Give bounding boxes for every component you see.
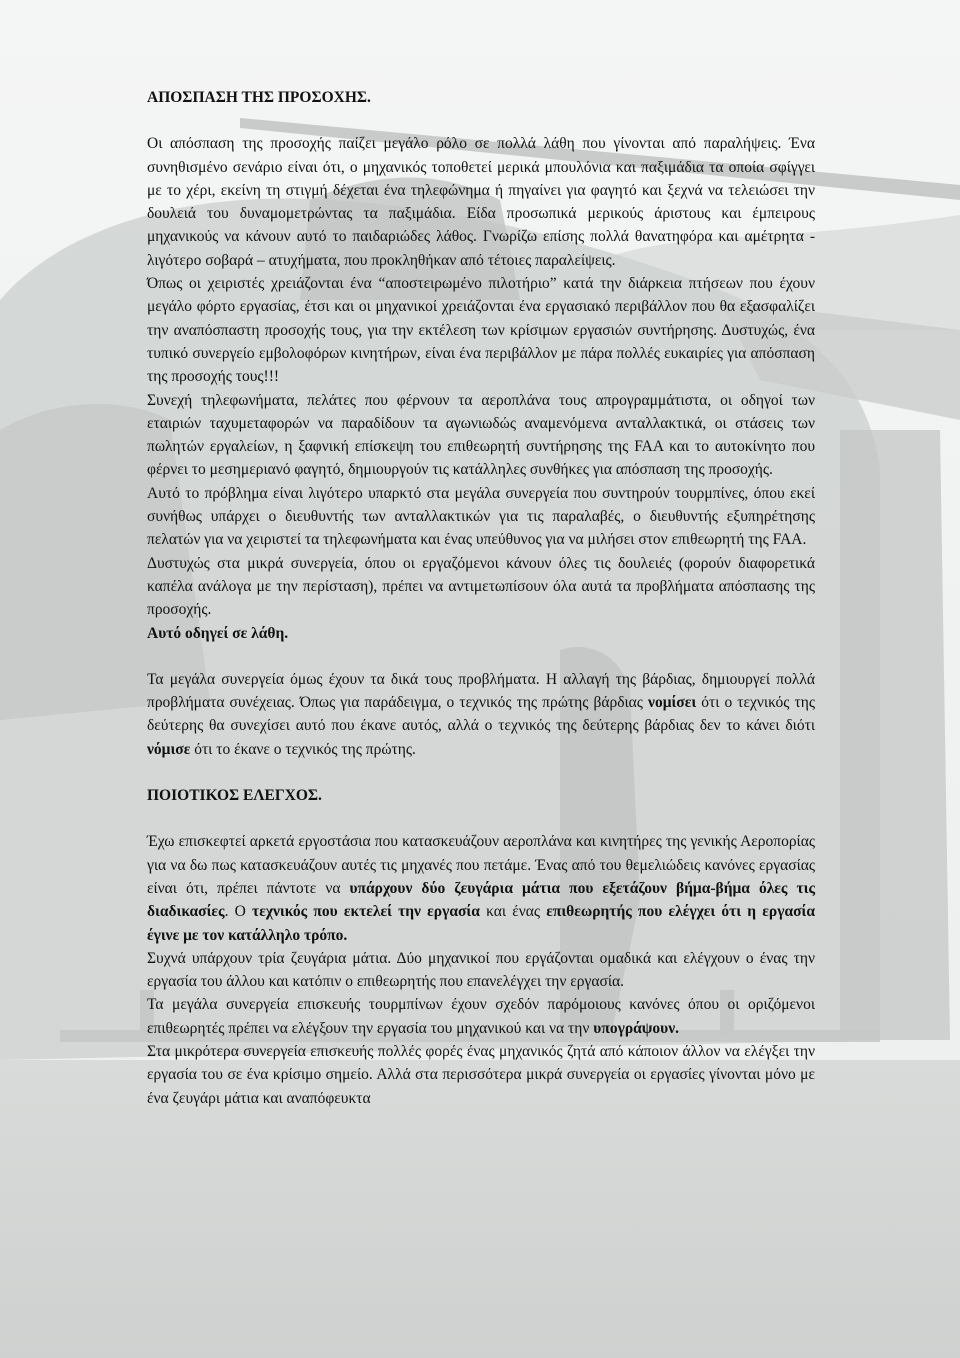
paragraph-distraction-4: Αυτό το πρόβλημα είναι λιγότερο υπαρκτό στα μεγάλα συνεργεία που συντηρούν τουρμπίνες, όπου εκεί συνήθως υπάρχει ο διευθυντής των ανταλλακτικών για τις παραλαβές, ο διευθυντής εξυπηρέτησης πελατών για να χειριστεί τα τηλεφωνήματα και ένας υπεύθυνος για να μιλήσει στον επιθεωρητή της FAA. (147, 484, 815, 549)
quality3-text-a: Τα μεγάλα συνεργεία επισκευής τουρμπίνων έχουν σχεδόν παρόμοιους κανόνες όπου οι οριζόμενοι επιθεωρητές πρέπει να ελέγξουν την εργασία του μηχανικού και να την (147, 996, 815, 1037)
paragraph-distraction-6 (147, 622, 815, 645)
section-title-distraction: ΑΠΟΣΠΑΣΗ ΤΗΣ ΠΡΟΣΟΧΗΣ. (147, 89, 371, 106)
quality-text-f: επιθεωρητής που ελέγχει ότι η εργασία έγινε με τον κατάλληλο τρόπο. (147, 903, 815, 944)
shift-text-b: νομίσει (648, 694, 697, 712)
paragraph-quality-4: Στα μικρότερα συνεργεία επισκευής πολλές φορές ένας μηχανικός ζητά από κάποιον άλλον να ελέγξει την εργασία του σε ένα κρίσιμο σημείο. Αλλά στα περισσότερα μικρά συνεργεία οι εργασίες γίνονται μόνο με ένα ζευγάρι μάτια και αναπόφευκτα (147, 1042, 815, 1107)
paragraph-distraction-7 (147, 668, 815, 761)
shift-text-d: νόμισε (147, 740, 191, 758)
paragraph-distraction-2: Όπως οι χειριστές χρειάζονται ένα “αποστειρωμένο πιλοτήριο” κατά την διάρκεια πτήσεων που έχουν μεγάλο φόρτο εργασίας, έτσι και οι μηχανικοί χρειάζονται ένα εργασιακό περιβάλλον που θα εξασφαλίζει την αναπόσπαστη προσοχής τους, για την εκτέλεση των κρίσιμων εργασιών συντήρησης. Δυστυχώς, ένα τυπικό συνεργείο εμβολοφόρων κινητήρων, είναι ένα περιβάλλον με πάρα πολλές ευκαιρίες για απόσπαση της προσοχής τους!!! (147, 275, 815, 386)
paragraph-quality-2: Συχνά υπάρχουν τρία ζευγάρια μάτια. Δύο μηχανικοί που εργάζονται ομαδικά και ελέγχουν ο ένας την εργασία του άλλου και κατόπιν ο επιθεωρητής που επανελέγχει την εργασία. (147, 949, 815, 991)
quality-text-c: . Ο (224, 903, 253, 921)
shift-text-c: ότι ο τεχνικός της δεύτερης θα συνεχίσει αυτό που έκανε αυτός, αλλά ο τεχνικός της δεύτερης βάρδιας δεν το κάνει διότι (147, 694, 815, 735)
quality3-text-b: υπογράψουν. (593, 1019, 680, 1037)
leads-to-errors-text: Αυτό οδηγεί σε λάθη. (147, 624, 289, 642)
paragraph-distraction-1: Οι απόσπαση της προσοχής παίζει μεγάλο ρόλο σε πολλά λάθη που γίνονται από παραλήψεις. Ένα συνηθισμένο σενάριο είναι ότι, ο μηχανικός τοποθετεί μερικά μπουλόνια και παξιμάδια τα οποία σφίγγει με το χέρι, εκείνη τη στιγμή δέχεται ένα τηλεφώνημα ή πηγαίνει για φαγητό και ξεχνά να τελειώσει την δουλειά του δυναμομετρώντας τα παξιμάδια. Είδα προσωπικά μερικούς άριστους και έμπειρους μηχανικούς να κάνουν αυτό το παιδαριώδες λάθος. Γνωρίζω επίσης πολλά θανατηφόρα και αμέτρητα - λιγότερο σοβαρά – ατυχήματα, που προκληθήκαν από τέτοιες παραλείψεις. (147, 135, 815, 269)
quality-text-a: Έχω επισκεφτεί αρκετά εργοστάσια που κατασκευάζουν αεροπλάνα και κινητήρες της γενικής Αεροπορίας για να δω πως κατασκευάζουν αυτές τις μηχανές που πετάμε. Ένας από του θεμελιώδεις κανόνες εργασίας είναι ότι, πρέπει πάντοτε να (147, 833, 815, 897)
document-page (147, 86, 815, 1110)
shift-text-a: Τα μεγάλα συνεργεία όμως έχουν τα δικά τους προβλήματα. Η αλλαγή της βάρδιας, δημιουργεί πολλά προβλήματα συνέχειας. Όπως για παράδειγμα, ο τεχνικός της πρώτης βάρδιας (147, 670, 815, 712)
paragraph-distraction-5: Δυστυχώς στα μικρά συνεργεία, όπου οι εργαζόμενοι κάνουν όλες τις δουλειές (φορούν διαφορετικά καπέλα ανάλογα με την περίσταση), πρέπει να αντιμετωπίσουν όλα αυτά τα προβλήματα απόσπασης της προσοχής. (147, 554, 815, 619)
quality-text-d: τεχνικός που εκτελεί την εργασία (252, 903, 480, 921)
paragraph-distraction-3: Συνεχή τηλεφωνήματα, πελάτες που φέρνουν τα αεροπλάνα τους απρογραμμάτιστα, οι οδηγοί των εταιριών ταχυμεταφορών να παραδίδουν τα αγωνιωδώς αναμενόμενα ανταλλακτικά, οι στάσεις των πωλητών εργαλείων, η ξαφνική επίσκεψη του επιθεωρητή συντήρησης της FAA και το αυτοκίνητο που φέρνει το μεσημεριανό φαγητό, δημιουργούν τις κατάλληλες συνθήκες για απόσπαση της προσοχής. (147, 391, 815, 479)
quality-text-e: και ένας (479, 903, 547, 921)
paragraph-quality-3 (147, 993, 815, 1040)
quality-text-b: υπάρχουν δύο ζευγάρια μάτια που εξετάζουν βήμα-βήμα όλες τις διαδικασίες (147, 879, 815, 921)
paragraph-quality-1 (147, 830, 815, 946)
section-title-quality: ΠΟΙΟΤΙΚΟΣ ΕΛΕΓΧΟΣ. (147, 787, 322, 805)
shift-text-e: ότι το έκανε ο τεχνικός της πρώτης. (190, 740, 416, 758)
